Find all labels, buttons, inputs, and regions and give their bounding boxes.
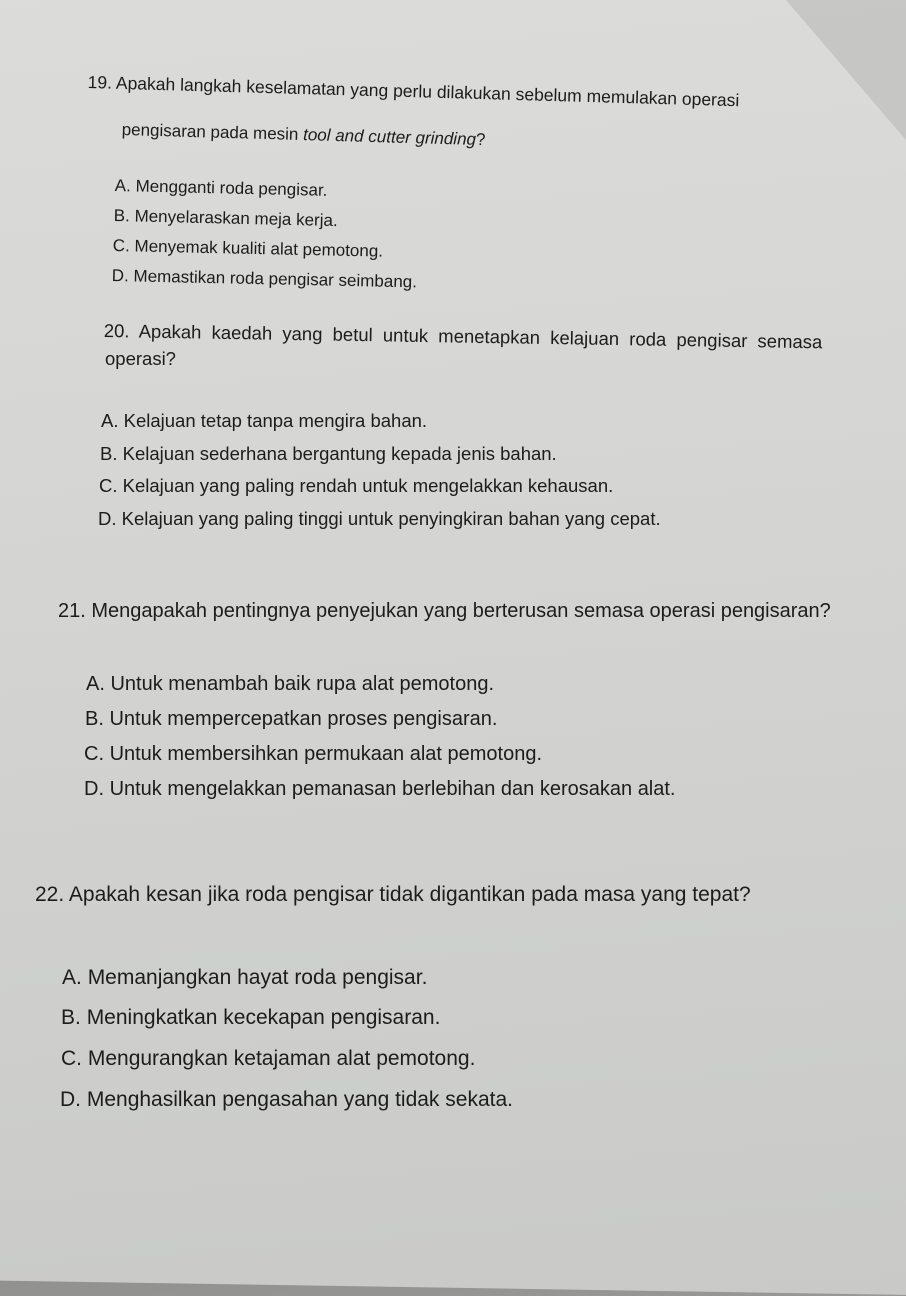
question-number: 21. — [58, 600, 86, 622]
option-text: Kelajuan yang paling tinggi untuk penyingkiran bahan yang cepat. — [121, 508, 661, 529]
option-letter: C. — [112, 236, 130, 256]
option-21-c — [84, 743, 542, 766]
option-letter: B. — [113, 206, 131, 226]
option-text: Kelajuan tetap tanpa mengira bahan. — [123, 410, 428, 431]
option-text: Untuk mengelakkan pemanasan berlebihan dan kerosakan alat. — [109, 778, 676, 800]
option-letter: D. — [111, 266, 129, 286]
option-letter: A. — [101, 410, 119, 431]
option-20-c — [99, 475, 613, 497]
option-22-a — [62, 966, 427, 990]
question-text: Apakah kaedah yang betul untuk menetapkan kelajuan roda pengisar semasa — [138, 320, 823, 353]
option-text: Untuk menambah baik rupa alat pemotong. — [110, 673, 495, 695]
option-22-b — [61, 1006, 440, 1030]
option-letter: C. — [84, 743, 104, 765]
option-letter: A. — [114, 176, 132, 196]
option-letter: B. — [61, 1006, 81, 1029]
option-20-d — [98, 508, 661, 530]
question-20-line2 — [105, 348, 176, 370]
option-letter: B. — [85, 708, 104, 730]
option-letter: C. — [99, 475, 118, 496]
question-text: pengisaran pada mesin — [121, 120, 304, 145]
option-text: Untuk mempercepatkan proses pengisaran. — [109, 708, 498, 730]
option-text: Meningkatkan kecekapan pengisaran. — [86, 1006, 441, 1029]
option-20-a — [101, 410, 427, 432]
option-text: Menyemak kualiti alat pemotong. — [134, 236, 384, 261]
option-letter: D. — [98, 508, 117, 529]
question-text: ? — [475, 129, 486, 150]
option-text: Untuk membersihkan permukaan alat pemotong. — [109, 743, 543, 765]
option-21-b — [85, 708, 497, 731]
option-text: Menyelaraskan meja kerja. — [134, 206, 338, 231]
option-text: Memanjangkan hayat roda pengisar. — [87, 966, 428, 989]
question-number: 20. — [103, 320, 130, 342]
question-22 — [35, 883, 751, 907]
option-text: Mengurangkan ketajaman alat pemotong. — [87, 1047, 476, 1070]
option-20-b — [100, 443, 557, 465]
option-text: Kelajuan sederhana bergantung kepada jenis bahan. — [122, 443, 557, 464]
question-text: Apakah kesan jika roda pengisar tidak digantikan pada masa yang tepat? — [68, 883, 751, 906]
option-22-d — [60, 1088, 513, 1112]
option-text: Menghasilkan pengasahan yang tidak sekata. — [86, 1088, 513, 1111]
question-text: Mengapakah pentingnya penyejukan yang berterusan semasa operasi pengisaran? — [91, 600, 831, 622]
option-text: Kelajuan yang paling rendah untuk mengelakkan kehausan. — [122, 475, 614, 496]
option-21-a — [86, 673, 494, 696]
question-number: 22. — [35, 883, 65, 906]
option-text: Memastikan roda pengisar seimbang. — [133, 266, 418, 292]
option-letter: D. — [84, 778, 104, 800]
option-letter: D. — [60, 1088, 81, 1111]
question-number: 19. — [87, 72, 113, 93]
option-letter: B. — [100, 443, 118, 464]
question-text: operasi? — [105, 348, 176, 369]
option-letter: A. — [62, 966, 82, 989]
question-text: Apakah langkah keselamatan yang perlu dilakukan sebelum memulakan operasi — [115, 72, 740, 111]
option-letter: C. — [61, 1047, 82, 1070]
background-corner — [786, 0, 906, 140]
option-22-c — [61, 1047, 475, 1071]
option-letter: A. — [86, 673, 105, 695]
question-text-italic: tool and cutter grinding — [302, 125, 477, 149]
question-21 — [58, 600, 831, 623]
option-21-d — [84, 778, 676, 801]
option-text: Mengganti roda pengisar. — [135, 176, 328, 200]
